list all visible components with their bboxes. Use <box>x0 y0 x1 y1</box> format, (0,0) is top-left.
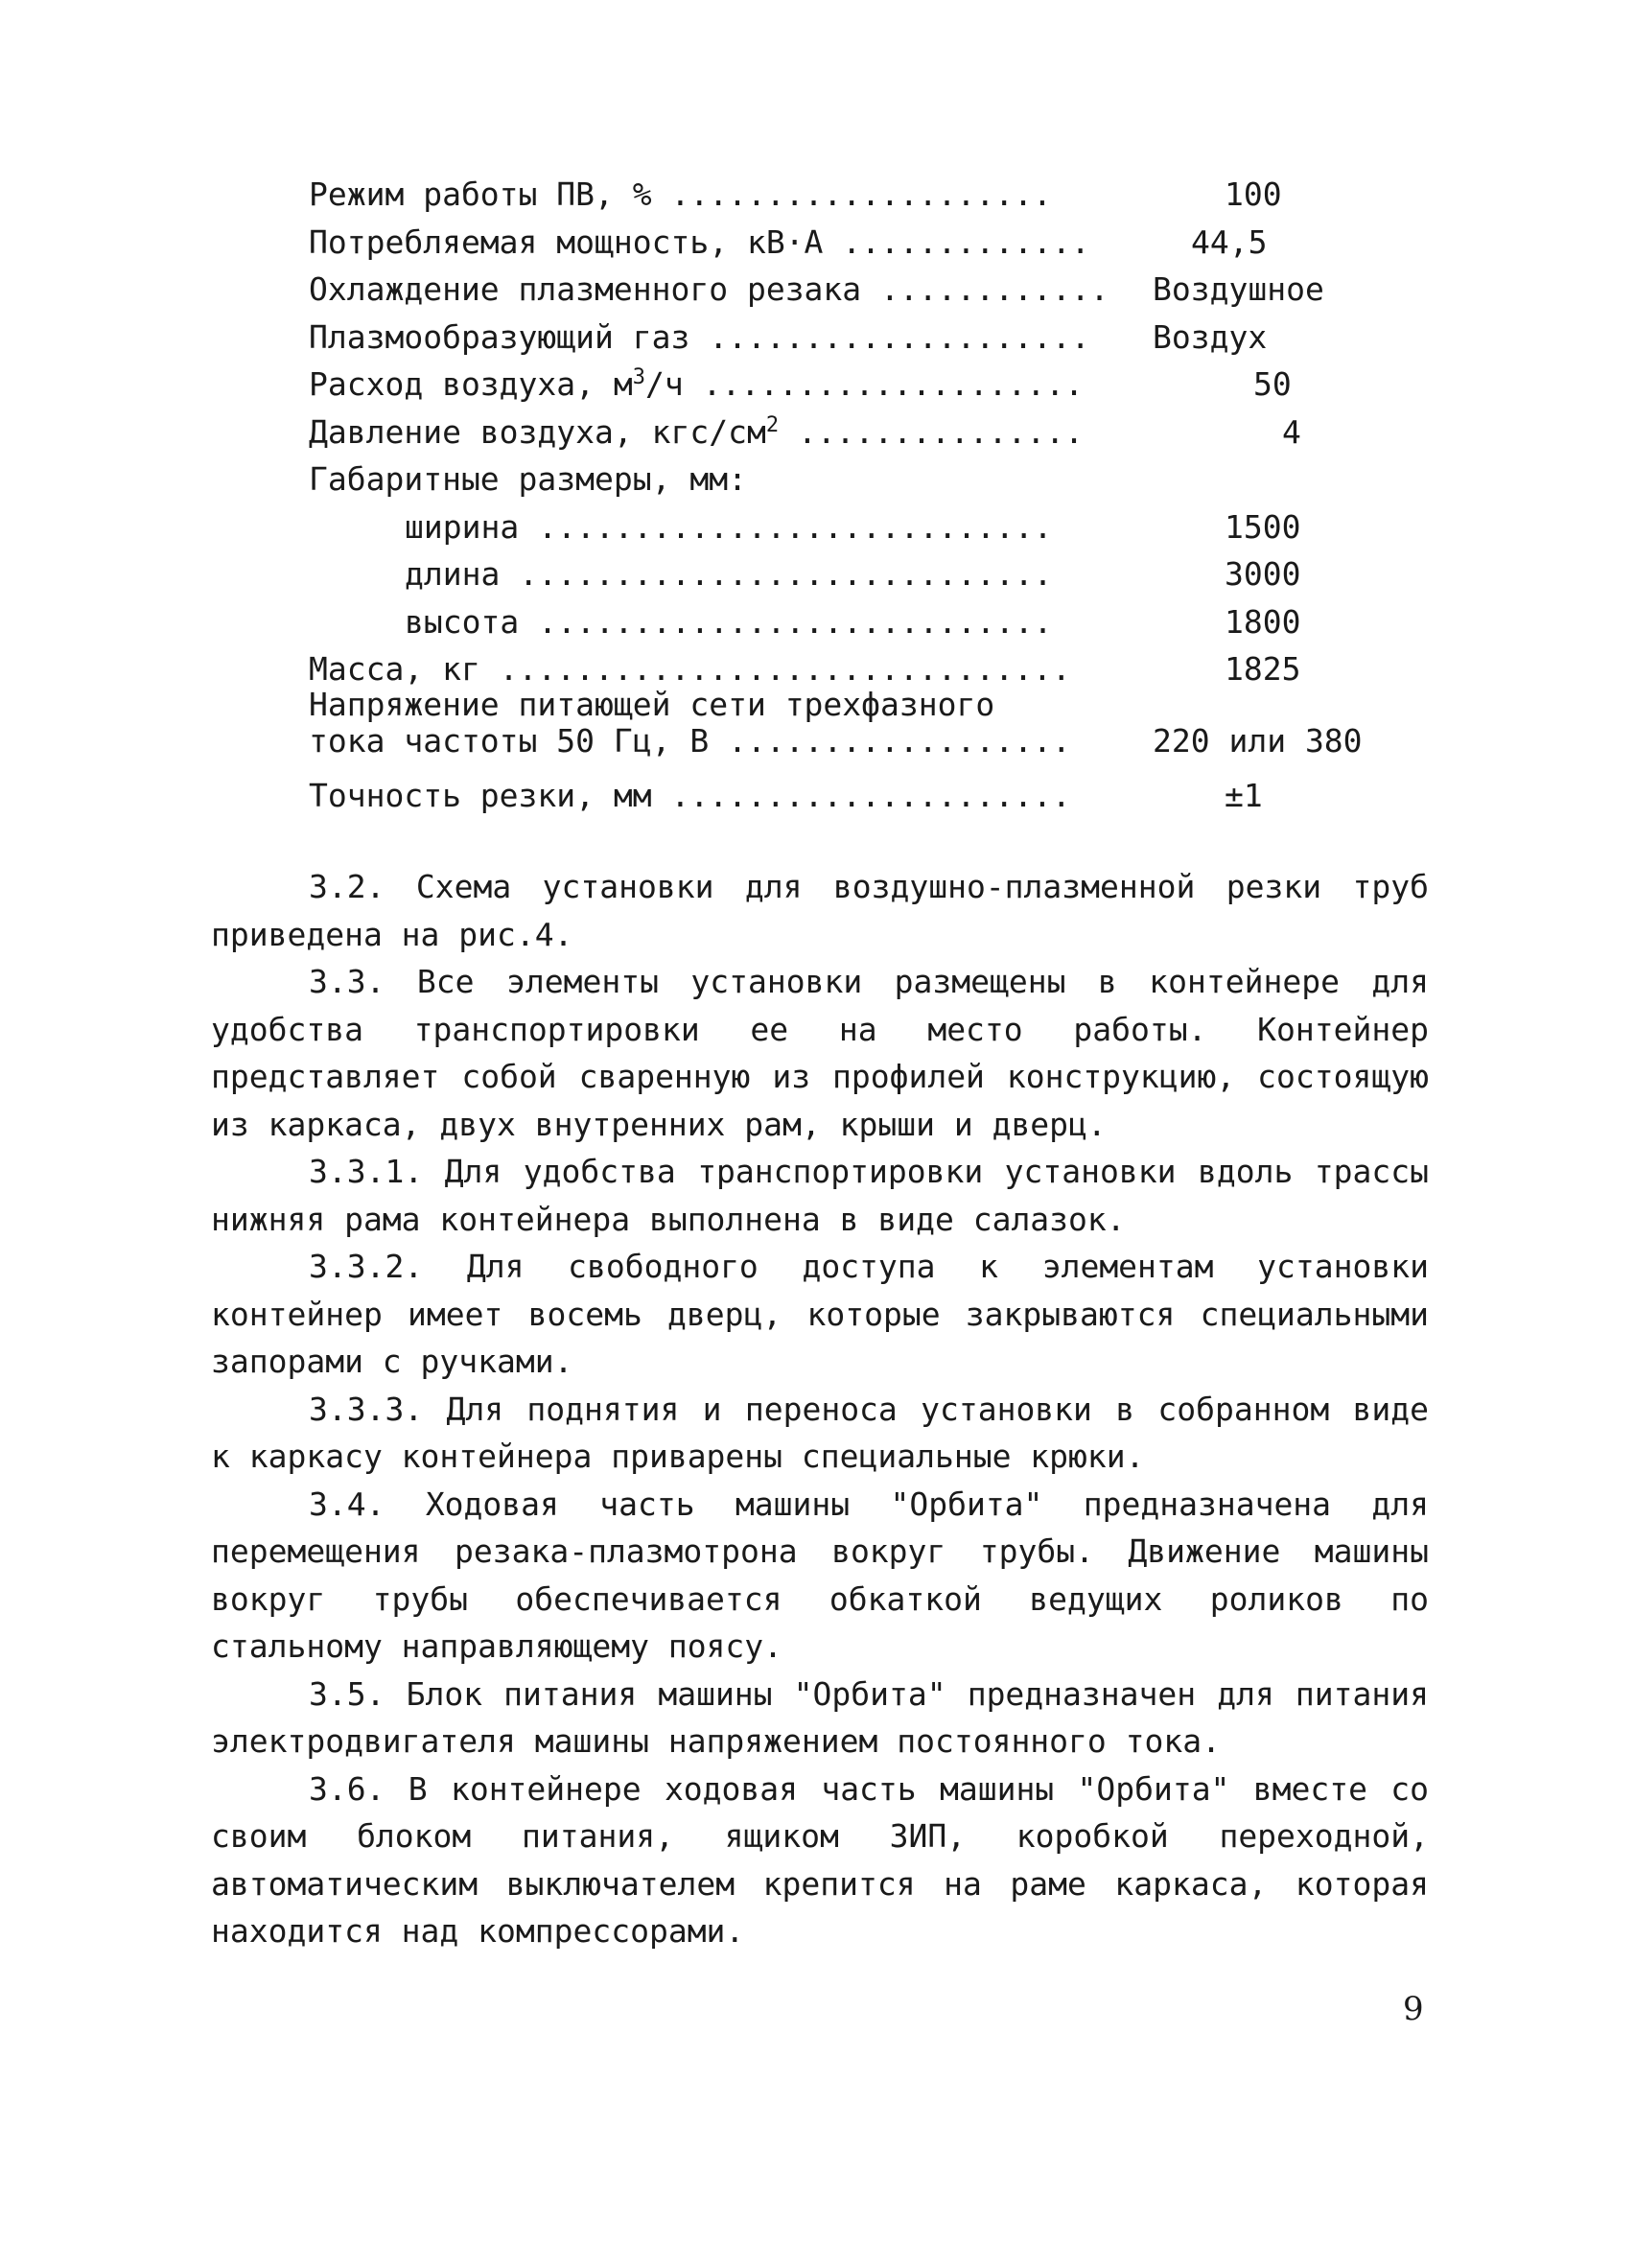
spec-value: 100 <box>1225 175 1282 213</box>
paragraph-3-3: 3.3. Все элементы установки размещены в контейнере для удобства транспортировки ее на место работы. Контейнер представляет собой сваренную из профилей конструкцию, состоящую из каркаса, двух внутренних рам, крыши и дверц. <box>211 963 1429 1143</box>
spec-label: Режим работы ПВ, % .................... <box>309 175 1052 213</box>
page-number: 9 <box>1403 1990 1424 2028</box>
spec-label-line1: Напряжение питающей сети трехфазного <box>309 685 995 723</box>
spec-value: 4 <box>1282 412 1301 451</box>
paragraph-3-5: 3.5. Блок питания машины "Орбита" предназначен для питания электродвигателя машины напряжением постоянного тока. <box>211 1674 1429 1760</box>
spec-row-cooling <box>309 266 1392 314</box>
spec-label: Габаритные размеры, мм: <box>309 460 747 498</box>
spec-row-gas <box>309 314 1392 362</box>
spec-value: Воздушное <box>1153 270 1324 308</box>
spec-label: Масса, кг .............................. <box>309 650 1071 688</box>
spec-row-dimensions-heading <box>309 456 1392 503</box>
spec-table <box>309 171 1392 819</box>
spec-value: ±1 <box>1225 776 1263 814</box>
spec-value: Воздух <box>1153 317 1268 356</box>
spec-label: Давление воздуха, кгс/$см^2$ ............... <box>309 412 1084 451</box>
spec-value: 220 или 380 <box>1153 721 1363 760</box>
spec-row-width <box>309 503 1392 551</box>
paragraph-3-3-2: 3.3.2. Для свободного доступа к элементам установки контейнер имеет восемь дверц, которые закрываются специальными запорами с ручками. <box>211 1248 1429 1380</box>
spec-label: Потребляемая мощность, кВ·А ............. <box>309 222 1090 261</box>
spec-value: 1825 <box>1225 650 1301 688</box>
spec-label: Плазмообразующий газ .................... <box>309 317 1090 356</box>
spec-row-length <box>309 550 1392 598</box>
spec-row-accuracy <box>309 772 1392 820</box>
spec-row-duty <box>309 171 1392 219</box>
paragraph-3-3-3: 3.3.3. Для поднятия и переноса установки в собранном виде к каркасу контейнера приварены специальные крюки. <box>211 1390 1429 1475</box>
spec-value: 3000 <box>1225 555 1301 593</box>
spec-label: Расход воздуха, $м^3/ч$ .................... <box>309 365 1084 403</box>
spec-label: Охлаждение плазменного резака ............ <box>309 270 1109 308</box>
spec-label: Точность резки, мм ..................... <box>309 776 1071 814</box>
spec-value: 1500 <box>1225 507 1301 546</box>
spec-value: 44,5 <box>1191 222 1268 261</box>
spec-label-line2: тока частоты 50 Гц, В .................. <box>309 721 1071 760</box>
spec-label: длина ............................ <box>405 555 1053 593</box>
paragraph-3-6: 3.6. В контейнере ходовая часть машины "Орбита" вместе со своим блоком питания, ящиком ЗИП, коробкой переходной, автоматическим выключателем крепится на раме каркаса, которая находится над компрессорами. <box>211 1769 1429 1950</box>
paragraph-3-3-1: 3.3.1. Для удобства транспортировки установки вдоль трассы нижняя рама контейнера выполнена в виде салазок. <box>211 1153 1429 1238</box>
spec-label: ширина ........................... <box>405 507 1053 546</box>
spec-row-voltage <box>309 685 1392 772</box>
spec-row-airflow <box>309 361 1392 409</box>
spec-row-pressure <box>309 409 1392 456</box>
spec-label: высота ........................... <box>405 602 1053 641</box>
spec-value: 50 <box>1253 365 1292 403</box>
paragraph-3-4: 3.4. Ходовая часть машины "Орбита" предназначена для перемещения резака-плазмотрона вокруг трубы. Движение машины вокруг трубы обеспечивается обкаткой ведущих роликов по стальному направляющему поясу. <box>211 1485 1429 1665</box>
spec-row-height <box>309 598 1392 646</box>
spec-row-power <box>309 219 1392 267</box>
body-text <box>211 863 1429 1955</box>
spec-value: 1800 <box>1225 602 1301 641</box>
paragraph-3-2: 3.2. Схема установки для воздушно-плазменной резки труб приведена на рис.4. <box>211 868 1429 953</box>
